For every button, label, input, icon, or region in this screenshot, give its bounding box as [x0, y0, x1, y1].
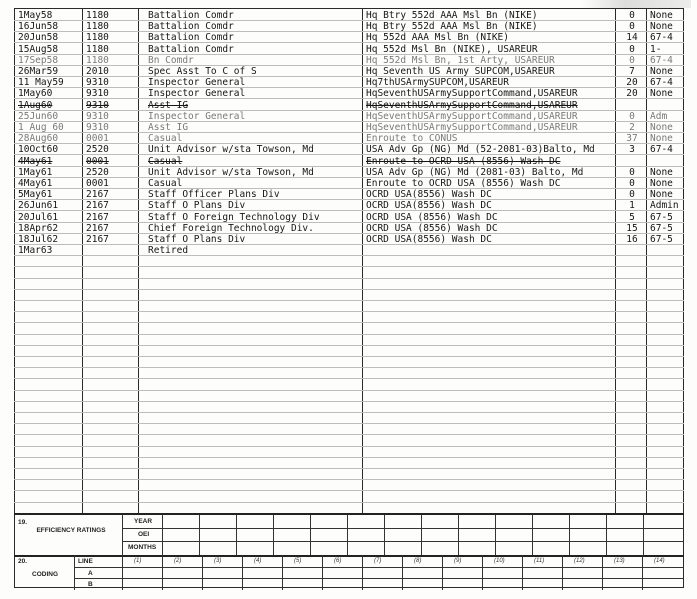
coding-column-rule: [522, 555, 523, 590]
ea-cell: 37: [626, 133, 638, 145]
unit-cell: HqSeventhUSArmySupportCommand,USAREUR: [366, 110, 578, 122]
coding-column-rule: [402, 555, 403, 590]
date-cell: 18Apr62: [18, 222, 59, 234]
oei-label: OEI: [138, 531, 150, 538]
ea-cell: 0: [629, 110, 635, 122]
mos-cell: 1180: [86, 54, 109, 66]
fld-cell: 67-4: [650, 77, 673, 89]
row-rule: [14, 345, 684, 346]
duty-cell: Staff Officer Plans Div: [148, 189, 280, 201]
date-cell: 16Jun58: [18, 21, 59, 33]
duty-cell: Unit Advisor w/sta Towson, Md: [148, 166, 314, 178]
ea-cell: 5: [629, 211, 635, 223]
date-cell: 1Mar63: [18, 245, 53, 257]
date-cell: 25Jun60: [18, 110, 59, 122]
coding-column-rule: [562, 555, 563, 590]
fld-cell: Adm: [650, 110, 668, 122]
coding-column-rule: [482, 555, 483, 590]
duty-cell: Staff O Plans Div: [148, 200, 246, 212]
row-rule: [14, 412, 684, 413]
row-rule: [14, 423, 684, 424]
row-rule: [14, 468, 684, 469]
assignment-row: [0, 245, 697, 257]
rating-column-rule: [199, 515, 200, 555]
assignment-row: [0, 122, 697, 134]
unit-cell: Hq 552d AAA Msl Bn (NIKE): [366, 32, 509, 44]
coding-column-rule: [282, 555, 283, 590]
coding-column-number: (3): [214, 558, 222, 564]
mos-cell: 9310: [86, 99, 109, 111]
row-rule: [14, 390, 684, 391]
ea-cell: 3: [629, 144, 635, 156]
section-number-20: 20.: [18, 558, 28, 565]
date-cell: 4May61: [18, 155, 53, 167]
fld-cell: None: [650, 21, 673, 33]
unit-cell: Hq Btry 552d AAA Msl Bn (NIKE): [366, 10, 538, 21]
coding-column-number: (9): [454, 558, 462, 564]
duty-cell: Spec Asst To C of S: [148, 66, 257, 77]
ea-cell: 0: [629, 43, 635, 55]
unit-cell: Enroute to CONUS: [366, 133, 458, 145]
date-cell: 1May58: [18, 10, 53, 21]
rating-column-rule: [532, 515, 533, 555]
coding-column-rule: [162, 555, 163, 590]
assignment-row: [0, 88, 697, 100]
unit-cell: Hq7thUSArmySUPCOM,USAREUR: [366, 77, 509, 89]
ea-cell: 0: [629, 21, 635, 33]
row-rule: [14, 446, 684, 447]
mos-cell: 9310: [86, 88, 109, 100]
fld-cell: None: [650, 166, 673, 178]
assignment-row: [0, 167, 697, 179]
rating-line-1: [122, 528, 684, 529]
date-cell: 1 Aug 60: [18, 122, 64, 133]
date-cell: 28Aug60: [18, 133, 59, 145]
rating-column-rule: [236, 515, 237, 555]
unit-cell: HqSeventhUSArmySupportCommand,USAREUR: [366, 99, 578, 111]
assignment-row: [0, 234, 697, 246]
mos-cell: 2167: [86, 200, 109, 212]
duty-cell: Inspector General: [148, 88, 246, 100]
duty-cell: Battalion Comdr: [148, 10, 234, 21]
coding-column-number: (2): [174, 558, 182, 564]
duty-cell: Asst IG: [148, 99, 189, 111]
fld-cell: None: [650, 88, 673, 100]
unit-cell: OCRD USA(8556) Wash DC: [366, 234, 492, 245]
rating-column-rule: [606, 515, 607, 555]
unit-cell: Hq 552d Msl Bn (NIKE), USAREUR: [366, 43, 538, 55]
coding-separator: [14, 555, 684, 557]
date-cell: 4May61: [18, 178, 53, 189]
coding-column-number: (13): [614, 558, 625, 564]
bottom-grid: [14, 513, 684, 588]
duty-cell: Casual: [148, 178, 183, 189]
duty-cell: Unit Advisor w/sta Towson, Md: [148, 144, 314, 156]
coding-column-number: (8): [414, 558, 422, 564]
duty-cell: Chief Foreign Technology Div.: [148, 222, 314, 234]
rating-column-rule: [421, 515, 422, 555]
fld-cell: None: [650, 178, 673, 189]
rating-column-rule: [162, 515, 163, 555]
coding-column-number: (5): [294, 558, 302, 564]
mos-cell: 9310: [86, 122, 109, 133]
unit-cell: Enroute to OCRD USA (8556) Wash DC: [366, 155, 561, 167]
mos-cell: 2167: [86, 234, 109, 245]
fld-cell: None: [650, 122, 673, 133]
assignment-row: [0, 212, 697, 224]
duty-cell: Inspector General: [148, 110, 246, 122]
assignment-row: [0, 10, 697, 22]
rating-divider: [122, 515, 123, 555]
ea-cell: 0: [629, 10, 635, 21]
fld-cell: None: [650, 189, 673, 201]
ea-cell: 0: [629, 166, 635, 178]
row-rule: [14, 490, 684, 491]
date-cell: 20Jun58: [18, 32, 59, 44]
date-cell: 1May61: [18, 166, 53, 178]
assignment-row: [0, 189, 697, 201]
duty-cell: Battalion Comdr: [148, 32, 234, 44]
coding-label: CODING: [32, 571, 58, 578]
ea-cell: 20: [626, 88, 638, 100]
date-cell: 1May60: [18, 88, 53, 100]
assignment-row: [0, 55, 697, 67]
coding-column-number: (14): [654, 558, 665, 564]
rating-column-rule: [458, 515, 459, 555]
efficiency-ratings-label: EFFICIENCY RATINGS: [36, 527, 106, 534]
mos-cell: 1180: [86, 21, 109, 33]
unit-cell: OCRD USA (8556) Wash DC: [366, 222, 498, 234]
date-cell: 10Oct60: [18, 144, 59, 156]
unit-cell: HqSeventhUSArmySupportCommand,USAREUR: [366, 88, 578, 100]
coding-column-rule: [122, 555, 123, 590]
unit-cell: OCRD USA (8556) Wash DC: [366, 211, 498, 223]
fld-cell: Admin: [650, 200, 679, 212]
coding-column-rule: [242, 555, 243, 590]
rating-column-rule: [569, 515, 570, 555]
coding-divider: [74, 555, 75, 590]
row-rule: [14, 311, 684, 312]
coding-column-number: (4): [254, 558, 262, 564]
rating-column-rule: [643, 515, 644, 555]
duty-cell: Casual: [148, 133, 183, 145]
coding-column-number: (6): [334, 558, 342, 564]
row-rule: [14, 300, 684, 301]
date-cell: 17Sep58: [18, 54, 59, 66]
line-label: LINE: [78, 558, 93, 565]
fld-cell: 67-4: [650, 32, 673, 44]
row-rule: [14, 266, 684, 267]
duty-cell: Retired: [148, 245, 189, 257]
row-rule: [14, 334, 684, 335]
assignment-row: [0, 77, 697, 89]
rating-column-rule: [384, 515, 385, 555]
unit-cell: OCRD USA(8556) Wash DC: [366, 189, 492, 201]
mos-cell: 2167: [86, 222, 109, 234]
date-cell: 26Mar59: [18, 66, 59, 77]
duty-cell: Battalion Comdr: [148, 21, 234, 33]
unit-cell: OCRD USA(8556) Wash DC: [366, 200, 492, 212]
ea-cell: 2: [629, 122, 635, 133]
rating-column-rule: [347, 515, 348, 555]
fld-cell: 67-5: [650, 222, 673, 234]
duty-cell: Staff O Foreign Technology Div: [148, 211, 320, 223]
rating-column-rule: [495, 515, 496, 555]
ea-cell: 7: [629, 66, 635, 77]
mos-cell: 0001: [86, 133, 109, 145]
unit-cell: Hq Btry 552d AAA Msl Bn (NIKE): [366, 21, 538, 33]
coding-column-rule: [442, 555, 443, 590]
fld-cell: 67-4: [650, 54, 673, 66]
rating-column-rule: [310, 515, 311, 555]
assignment-row: [0, 200, 697, 212]
duty-cell: Inspector General: [148, 77, 246, 89]
assignment-row: [0, 111, 697, 123]
coding-column-number: (1): [134, 558, 142, 564]
duty-cell: Staff O Plans Div: [148, 234, 246, 245]
coding-column-rule: [362, 555, 363, 590]
months-label: MONTHS: [128, 544, 157, 551]
mos-cell: 0001: [86, 178, 109, 189]
mos-cell: 9310: [86, 110, 109, 122]
date-cell: 11 May59: [18, 77, 64, 89]
ea-cell: 14: [626, 32, 638, 44]
coding-column-rule: [602, 555, 603, 590]
fld-cell: 1-: [650, 43, 662, 55]
mos-cell: 2167: [86, 211, 109, 223]
date-cell: 18Jul62: [18, 234, 59, 245]
mos-cell: 2520: [86, 144, 109, 156]
ea-cell: 20: [626, 77, 638, 89]
duty-cell: Asst IG: [148, 122, 189, 133]
date-cell: 1Aug60: [18, 99, 53, 111]
line-a-label: A: [88, 570, 93, 577]
assignment-row: [0, 144, 697, 156]
coding-line-1: [74, 567, 684, 568]
duty-cell: Casual: [148, 155, 183, 167]
duty-cell: Battalion Comdr: [148, 43, 234, 55]
assignment-row: [0, 178, 697, 190]
ea-cell: 15: [626, 222, 638, 234]
ea-cell: 1: [629, 200, 635, 212]
row-rule: [14, 502, 684, 503]
fld-cell: None: [650, 10, 673, 21]
smudge-mark: [581, 0, 691, 8]
assignment-row: [0, 223, 697, 235]
date-cell: 5May61: [18, 189, 53, 201]
coding-column-number: (11): [534, 558, 545, 564]
assignment-row: [0, 66, 697, 78]
coding-column-rule: [642, 555, 643, 590]
unit-cell: USA Adv Gp (NG) Md (2081-03) Balto, Md: [366, 166, 584, 178]
mos-cell: 2167: [86, 189, 109, 201]
fld-cell: None: [650, 133, 673, 145]
mos-cell: 1180: [86, 32, 109, 44]
assignment-row: [0, 32, 697, 44]
assignment-row: [0, 44, 697, 56]
fld-cell: None: [650, 66, 673, 77]
date-cell: 26Jun61: [18, 200, 59, 212]
unit-cell: Enroute to OCRD USA (8556) Wash DC: [366, 178, 561, 189]
row-rule: [14, 401, 684, 402]
duty-cell: Bn Comdr: [148, 54, 194, 66]
mos-cell: 1180: [86, 10, 109, 21]
row-rule: [14, 322, 684, 323]
ea-cell: 16: [626, 234, 638, 245]
ea-cell: 0: [629, 189, 635, 201]
fld-cell: 67-4: [650, 144, 673, 156]
fld-cell: 67-5: [650, 234, 673, 245]
row-rule: [14, 367, 684, 368]
mos-cell: 2010: [86, 66, 109, 77]
row-rule: [14, 278, 684, 279]
row-rule: [14, 289, 684, 290]
mos-cell: 9310: [86, 77, 109, 89]
coding-column-rule: [202, 555, 203, 590]
coding-line-2: [74, 578, 684, 579]
section-number-19: 19.: [18, 519, 28, 526]
mos-cell: 2520: [86, 166, 109, 178]
unit-cell: Hq 552d Msl Bn, 1st Arty, USAREUR: [366, 54, 555, 66]
mos-cell: 0001: [86, 155, 109, 167]
unit-cell: Hq Seventh US Army SUPCOM,USAREUR: [366, 66, 555, 77]
unit-cell: USA Adv Gp (NG) Md (52-2081-03)Balto, Md: [366, 144, 595, 156]
assignment-row: [0, 156, 697, 168]
date-cell: 15Aug58: [18, 43, 59, 55]
year-label: YEAR: [134, 518, 153, 525]
rating-column-rule: [273, 515, 274, 555]
assignment-row: [0, 100, 697, 112]
mos-cell: 1180: [86, 43, 109, 55]
assignment-row: [0, 133, 697, 145]
row-rule: [14, 356, 684, 357]
date-cell: 20Jul61: [18, 211, 59, 223]
row-rule: [14, 434, 684, 435]
coding-column-number: (12): [574, 558, 585, 564]
row-rule: [14, 479, 684, 480]
rating-line-2: [122, 541, 684, 542]
coding-column-number: (7): [374, 558, 382, 564]
row-rule: [14, 457, 684, 458]
coding-column-rule: [322, 555, 323, 590]
ea-cell: 0: [629, 178, 635, 189]
coding-column-number: (10): [494, 558, 505, 564]
line-b-label: B: [88, 581, 93, 588]
row-rule: [14, 378, 684, 379]
fld-cell: 67-5: [650, 211, 673, 223]
ea-cell: 0: [629, 54, 635, 66]
unit-cell: HqSeventhUSArmySupportCommand,USAREUR: [366, 122, 578, 133]
assignment-row: [0, 21, 697, 33]
